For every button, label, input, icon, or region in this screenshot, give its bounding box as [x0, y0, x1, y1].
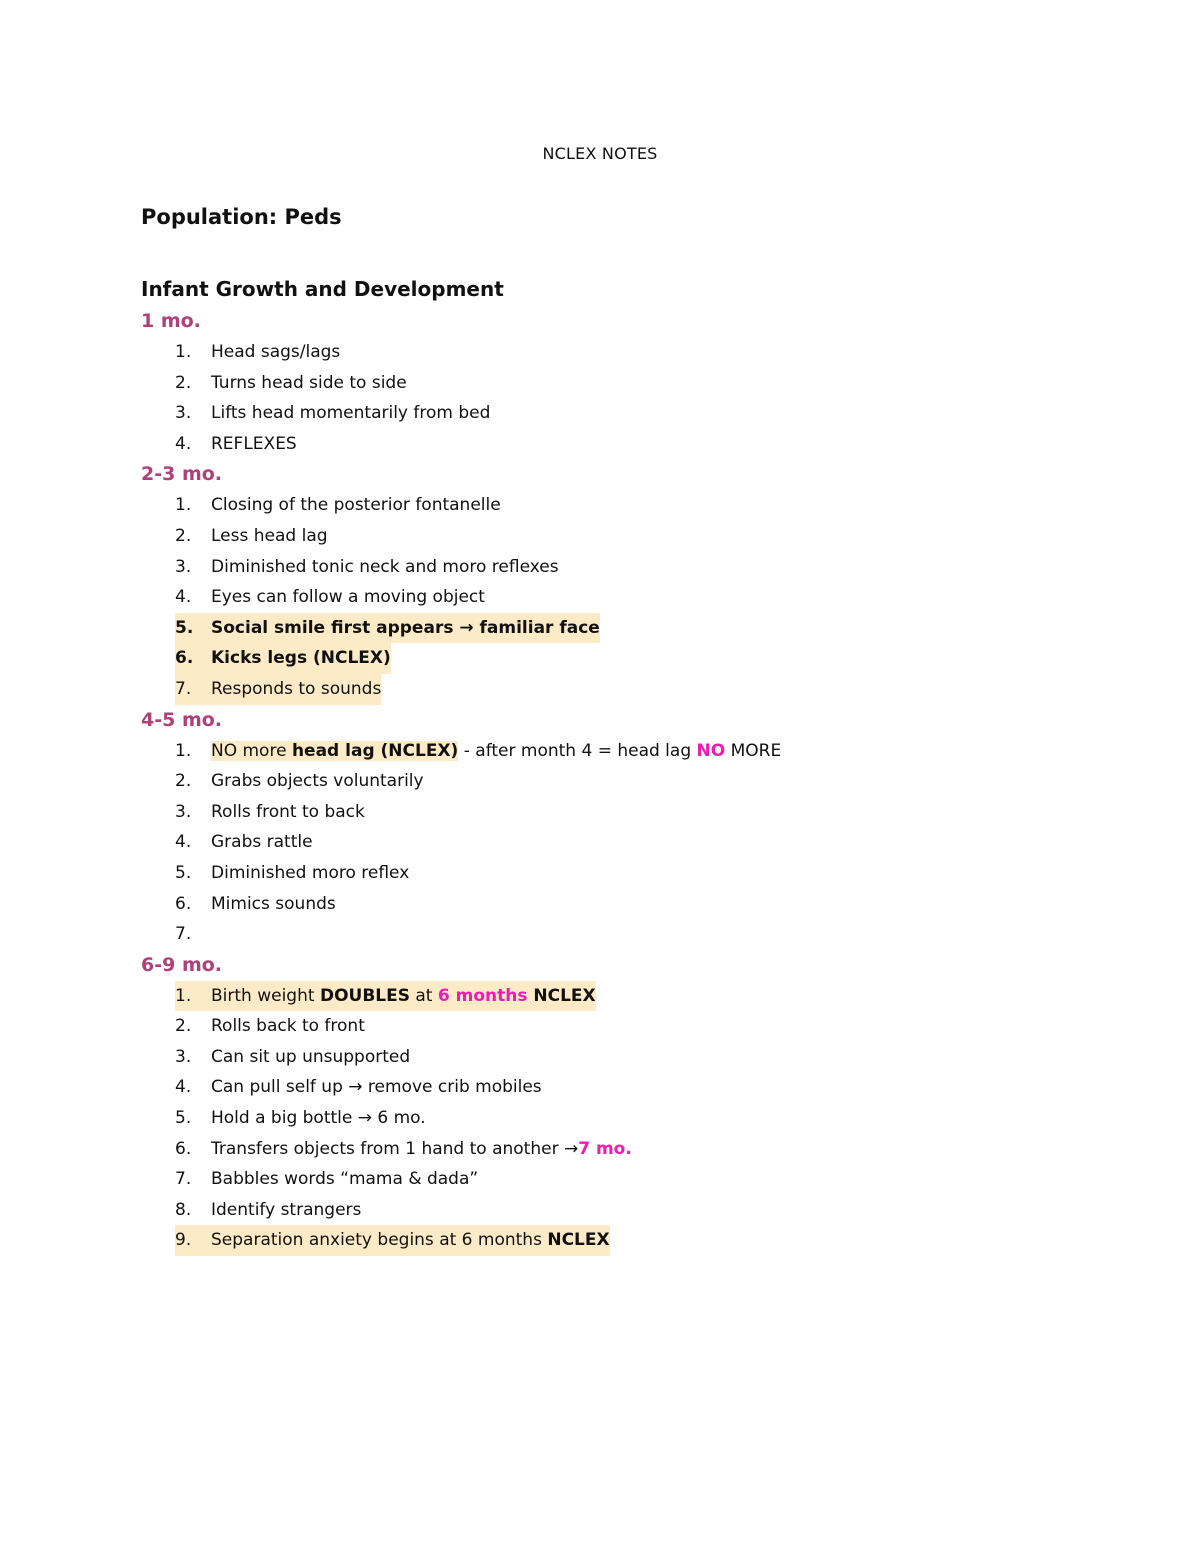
list-item-text — [211, 1103, 426, 1134]
age-heading: 6-9 mo. — [141, 953, 223, 976]
list-item — [141, 889, 1041, 920]
text-segment: 7 mo. — [578, 1138, 632, 1159]
list-item-number: 7. — [175, 924, 192, 945]
text-segment: head lag (NCLEX) — [291, 740, 459, 761]
text-segment: MORE — [725, 740, 782, 761]
list-item-text — [211, 521, 328, 552]
list-item — [141, 1195, 1041, 1226]
list-item-number: 7. — [175, 1169, 192, 1190]
text-segment: Rolls front to back — [211, 801, 365, 822]
list-item — [141, 1225, 1041, 1256]
text-segment: REFLEXES — [211, 433, 297, 454]
list-item-text — [211, 1195, 361, 1226]
list-item-text — [211, 1134, 632, 1165]
text-segment: Can sit up unsupported — [211, 1046, 411, 1067]
list-item — [141, 1042, 1041, 1073]
list-item-number: 6. — [175, 1138, 192, 1159]
list-item-number: 5. — [175, 613, 211, 644]
list-item-text — [211, 889, 336, 920]
list-item — [141, 582, 1041, 613]
list-item — [141, 858, 1041, 889]
text-segment: Hold a big bottle → 6 mo. — [211, 1108, 426, 1129]
list-item-number: 6. — [175, 893, 192, 914]
list-item-text — [211, 981, 596, 1012]
text-segment: Social smile first appears → familiar face — [211, 617, 600, 638]
list-item — [141, 521, 1041, 552]
list-item-text — [211, 368, 407, 399]
list-item-text — [211, 858, 409, 889]
list-item-number: 1. — [175, 495, 192, 516]
list-item — [141, 736, 1041, 767]
population-heading: Population: Peds — [141, 205, 342, 229]
list-item-number: 8. — [175, 1199, 192, 1220]
list-item — [141, 919, 1041, 950]
text-segment: NO more — [211, 740, 292, 761]
text-segment: Turns head side to side — [211, 372, 407, 393]
list-item — [141, 674, 1041, 705]
text-segment: Less head lag — [211, 525, 328, 546]
document-title: NCLEX NOTES — [542, 144, 658, 163]
list-item-number: 3. — [175, 403, 192, 424]
list-item-number: 4. — [175, 587, 192, 608]
list-item — [141, 1164, 1041, 1195]
list-item-text — [211, 643, 391, 674]
list-item-number: 1. — [175, 342, 192, 362]
age-heading: 4-5 mo. — [141, 708, 223, 731]
list-item-number: 3. — [175, 1046, 192, 1067]
list-item-number: 4. — [175, 832, 192, 853]
list-item — [141, 827, 1041, 858]
list-item-number: 1. — [175, 981, 211, 1012]
list-item — [141, 643, 1041, 674]
list-item — [141, 337, 1041, 368]
text-segment: Identify strangers — [211, 1199, 362, 1220]
list-item-text — [211, 582, 485, 613]
list-item-number: 6. — [175, 643, 211, 674]
list-item-text — [211, 1164, 478, 1195]
text-segment: Diminished tonic neck and moro reflexes — [211, 556, 559, 577]
list-item-text — [211, 429, 297, 460]
list-item-number: 7. — [175, 674, 211, 705]
list-item-text — [211, 674, 381, 705]
list-item — [141, 552, 1041, 583]
list-item-number: 3. — [175, 556, 192, 577]
text-segment: Babbles words “mama & dada” — [211, 1169, 479, 1190]
list-item — [141, 429, 1041, 460]
list-item-number: 3. — [175, 801, 192, 822]
list-item-number: 4. — [175, 433, 192, 454]
list-item-text — [211, 337, 340, 368]
list-item-number: 2. — [175, 525, 192, 546]
list-item-text — [211, 797, 365, 828]
list-item — [141, 1072, 1041, 1103]
text-segment: Grabs objects voluntarily — [211, 771, 424, 792]
list-item — [141, 981, 1041, 1012]
list-item-text — [211, 1042, 410, 1073]
list-item — [141, 490, 1041, 521]
text-segment: Head sags/lags — [211, 342, 341, 362]
text-segment: Kicks legs (NCLEX) — [211, 648, 391, 669]
list-item — [141, 613, 1041, 644]
list-item-number: 4. — [175, 1077, 192, 1098]
list-item — [141, 1103, 1041, 1134]
text-segment: Can pull self up → remove crib mobiles — [211, 1077, 542, 1098]
list-item-text — [211, 490, 501, 521]
text-segment: Mimics sounds — [211, 893, 336, 914]
text-segment: - after month 4 = head lag — [458, 740, 697, 761]
list-item-text — [211, 827, 313, 858]
text-segment: Eyes can follow a moving object — [211, 587, 485, 608]
text-segment: Transfers objects from 1 hand to another → — [211, 1138, 579, 1159]
list-item-number: 2. — [175, 771, 192, 792]
text-segment: 6 months — [437, 985, 528, 1006]
list-item-number: 5. — [175, 1108, 192, 1129]
list-item-text — [211, 1011, 365, 1042]
text-segment: Diminished moro reflex — [211, 862, 410, 883]
list-item-text — [211, 613, 600, 644]
text-segment: Separation anxiety begins at 6 months — [211, 1230, 548, 1251]
list-item — [141, 766, 1041, 797]
text-segment: NO — [696, 740, 726, 761]
list-item — [141, 368, 1041, 399]
text-segment: at — [409, 985, 438, 1006]
list-item-number: 9. — [175, 1225, 211, 1256]
list-item-text — [211, 398, 490, 429]
text-segment: Lifts head momentarily from bed — [211, 403, 491, 424]
text-segment: Rolls back to front — [211, 1016, 365, 1037]
section-heading: Infant Growth and Development — [141, 277, 504, 301]
list-item-number: 2. — [175, 1016, 192, 1037]
text-segment: Closing of the posterior fontanelle — [211, 495, 501, 516]
list-item-text — [211, 1225, 610, 1256]
age-heading: 2-3 mo. — [141, 463, 223, 486]
list-item — [141, 398, 1041, 429]
age-heading: 1 mo. — [141, 310, 201, 332]
text-segment: Birth weight — [211, 985, 320, 1006]
text-segment: Grabs rattle — [211, 832, 313, 853]
text-segment: Responds to sounds — [211, 678, 382, 699]
list-item-text — [211, 736, 781, 767]
list-item — [141, 1011, 1041, 1042]
list-item-number: 1. — [175, 740, 192, 761]
list-item-number: 5. — [175, 862, 192, 883]
milestone-list — [141, 306, 1041, 1256]
list-item-text — [211, 1072, 542, 1103]
text-segment: DOUBLES — [319, 985, 410, 1006]
list-item-text — [211, 552, 559, 583]
list-item-number: 2. — [175, 372, 192, 393]
text-segment: NCLEX — [547, 1230, 610, 1251]
list-item-text — [211, 766, 424, 797]
list-item — [141, 797, 1041, 828]
list-item — [141, 1134, 1041, 1165]
text-segment: NCLEX — [527, 985, 596, 1006]
